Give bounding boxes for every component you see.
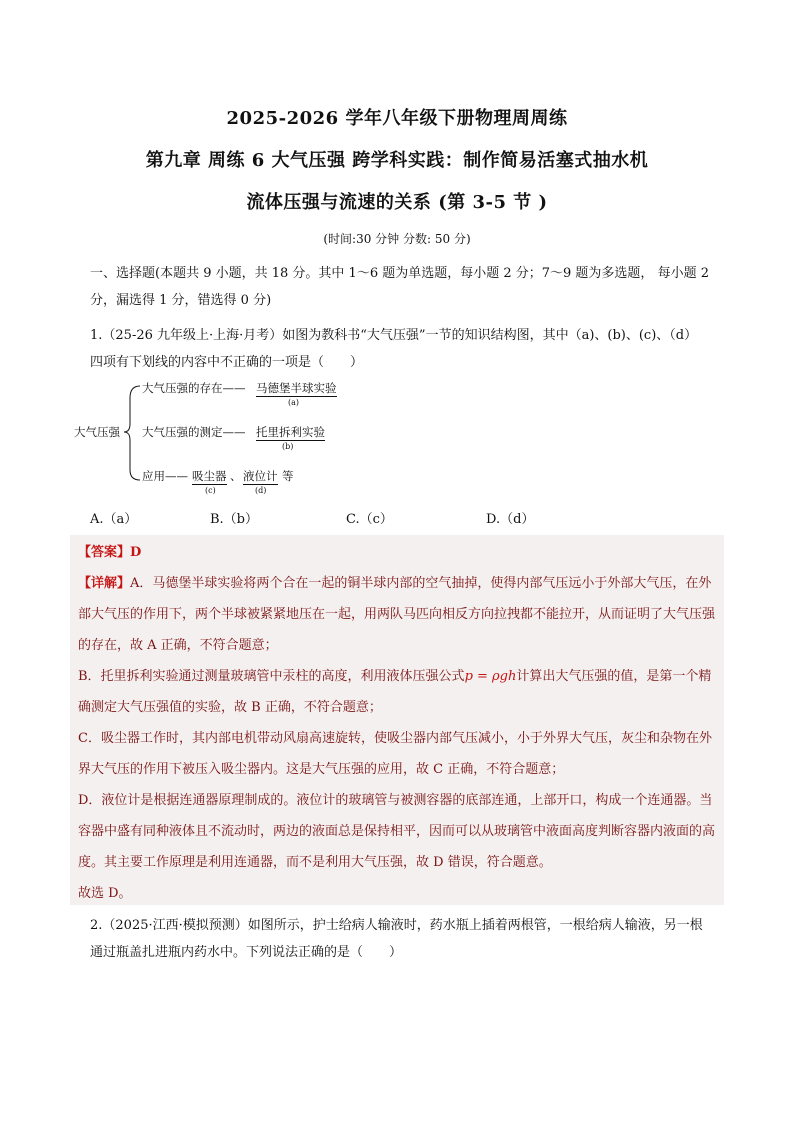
diagram-root: 大气压强 bbox=[74, 425, 120, 439]
diagram-row3-sep: 、 bbox=[230, 469, 242, 483]
title-line-3: 流体压强与流速的关系 (第 3-5 节 ) bbox=[246, 192, 548, 213]
conclusion: 故选 D。 bbox=[78, 886, 132, 901]
detail-d: D．液位计是根据连通器原理制成的。液位计的玻璃管与被测容器的底部连通，上部开口，构成一个连通器。当容器中盛有同种液体且不流动时，两边的液面总是保持相平，因而可以从玻璃管中液面高度判断容器内液面的高度。其主要工作原理是利用连通器，而不是利用大气压强，故 D 错误，符合题意。 bbox=[78, 793, 716, 870]
answer-explanation bbox=[78, 537, 720, 909]
diagram-row3-item-c: 吸尘器 bbox=[192, 469, 227, 483]
section-heading: 一、选择题(本题共 9 小题，共 18 分。其中 1～6 题为单选题，每小题 2 分；7～9 题为多选题， 每小题 2 分，漏选得 1 分，错选得 0 分) bbox=[90, 266, 709, 308]
detail-a: A．马德堡半球实验将两个合在一起的铜半球内部的空气抽掉，使得内部气压远小于外部大气压，在外部大气压的作用下，两个半球被紧紧地压在一起，用两队马匹向相反方向拉拽都不能拉开，从而证明了大气压强的存在，故 A 正确，不符合题意； bbox=[78, 576, 716, 653]
diagram-row3-item-d: 液位计 bbox=[243, 469, 278, 483]
title-line-1: 2025-2026 学年八年级下册物理周周练 bbox=[226, 108, 568, 129]
option-b[interactable]: B.（b） bbox=[210, 512, 259, 527]
diagram-row2-item: 托里拆利实验 bbox=[256, 425, 325, 439]
time-score: (时间:30 分钟 分数: 50 分) bbox=[323, 232, 471, 246]
question-2-stem: 2.（2025·江西·模拟预测）如图所示，护士给病人输液时，药水瓶上插着两根管，一根给病人输液，另一根通过瓶盖扎进瓶内药水中。下列说法正确的是（ ） bbox=[90, 918, 703, 960]
answer-label: 【答案】 bbox=[78, 545, 131, 560]
detail-label: 【详解】 bbox=[78, 576, 131, 591]
diagram-row3-prefix: 应用—— bbox=[142, 469, 188, 483]
option-d[interactable]: D.（d） bbox=[486, 512, 535, 527]
detail-c: C．吸尘器工作时，其内部电机带动风扇高速旋转，使吸尘器内部气压减小，小于外界大气压，灰尘和杂物在外界大气压的作用下被压入吸尘器内。这是大气压强的应用，故 C 正确，不符合题意； bbox=[78, 731, 712, 777]
diagram-row3-tag-d: (d) bbox=[255, 486, 267, 495]
option-a[interactable]: A.（a） bbox=[90, 512, 138, 527]
formula: p = ρgh bbox=[464, 669, 517, 684]
diagram-row3-tag-c: (c) bbox=[205, 486, 216, 495]
answer-value: D bbox=[130, 545, 142, 560]
diagram-row1-prefix: 大气压强的存在—— bbox=[142, 381, 246, 395]
diagram-row3-suffix: 等 bbox=[282, 469, 294, 483]
detail-b-post: 计算出大气压强的值，是第一个精确测定大气压强值的实验，故 B 正确，不符合题意； bbox=[78, 669, 712, 715]
detail-b-pre: B．托里拆利实验通过测量玻璃管中汞柱的高度，利用液体压强公式 bbox=[78, 669, 465, 684]
title-line-2: 第九章 周练 6 大气压强 跨学科实践：制作简易活塞式抽水机 bbox=[145, 150, 649, 171]
question-1-stem: 1.（25-26 九年级上·上海·月考）如图为教科书“大气压强”一节的知识结构图，其中（a)、(b)、(c)、（d）四项有下划线的内容中不正确的一项是（ ） bbox=[90, 328, 698, 370]
option-c[interactable]: C.（c） bbox=[346, 512, 393, 527]
diagram-row1-tag: (a) bbox=[288, 398, 300, 407]
knowledge-structure-diagram bbox=[70, 376, 370, 500]
diagram-row2-prefix: 大气压强的测定—— bbox=[142, 425, 246, 439]
diagram-row2-tag: (b) bbox=[282, 442, 294, 451]
diagram-row1-item: 马德堡半球实验 bbox=[256, 381, 337, 395]
